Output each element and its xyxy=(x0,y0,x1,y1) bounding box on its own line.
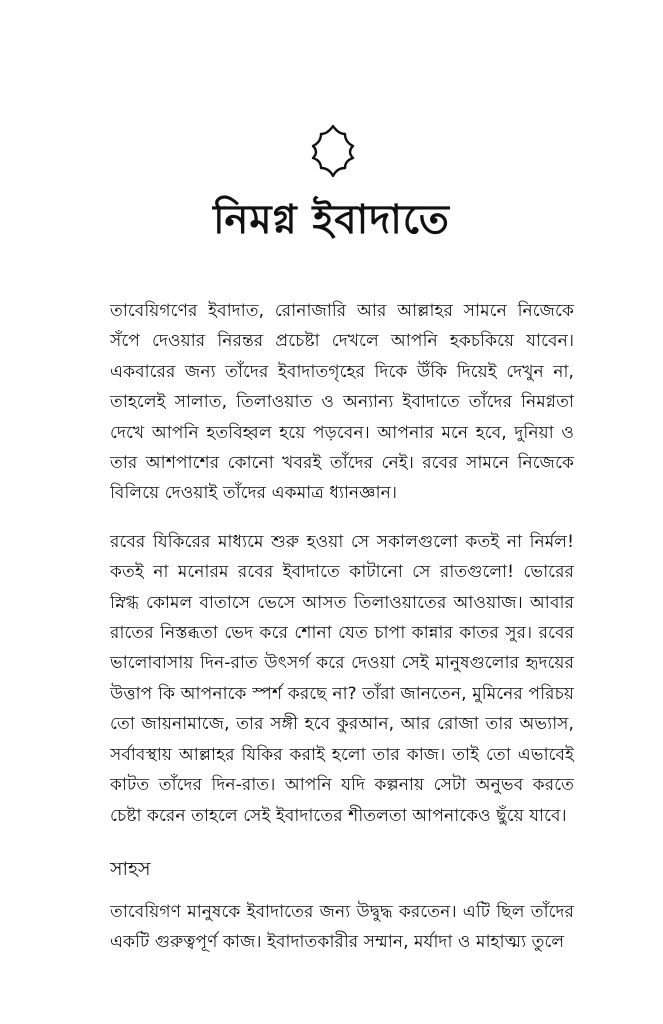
flower-ornament-icon xyxy=(305,122,361,178)
paragraph-1: তাবেয়িগণের ইবাদাত, রোনাজারি আর আল্লাহর সামনে নিজেকে সঁপে দেওয়ার নিরন্তর প্রচেষ্টা দেখলে আপনি হকচকিয়ে যাবেন। একবারের জন্য তাঁদের ইবাদাতগৃহের দিকে উঁকি দিয়েই দেখুন না, তাহলেই সালাত, তিলাওয়াত ও অন্যান্য ইবাদাতে তাঁদের নিমগ্নতা দেখে আপনি হতবিহ্বল হয়ে পড়বেন। আপনার মনে হবে, দুনিয়া ও তার আশপাশের কোনো খবরই তাঁদের নেই। রবের সামনে নিজেকে বিলিয়ে দেওয়াই তাঁদের একমাত্র ধ্যানজ্ঞান। xyxy=(110,301,574,504)
paragraph-3: তাবেয়িগণ মানুষকে ইবাদাতের জন্য উদ্বুদ্ধ করতেন। এটি ছিল তাঁদের একটি গুরুত্বপূর্ণ কাজ। ইবাদাতকারীর সম্মান, মর্যাদা ও মাহাত্ম্য তুলে xyxy=(110,901,574,953)
paragraph-2: রবের যিকিরের মাধ্যমে শুরু হওয়া সে সকালগুলো কতই না নির্মল! কতই না মনোরম রবের ইবাদাতে কাটানো সে রাতগুলো! ভোরের স্নিগ্ধ কোমল বাতাসে ভেসে আসত তিলাওয়াতের আওয়াজ। আবার রাতের নিস্তব্ধতা ভেদ করে শোনা যেত চাপা কান্নার কাতর সুর। রবের ভালোবাসায় দিন-রাত উৎসর্গ করে দেওয়া সেই মানুষগুলোর হৃদয়ের উত্তাপ কি আপনাকে স্পর্শ করছে না? তাঁরা জানতেন, মুমিনের পরিচয় তো জায়নামাজে, তার সঙ্গী হবে কুরআন, আর রোজা তার অভ্যাস, সর্বাবস্থায় আল্লাহর যিকির করাই হলো তার কাজ। তাই তো এভাবেই কাটত তাঁদের দিন-রাত। আপনি যদি কল্পনায় সেটা অনুভব করতে চেষ্টা করেন তাহলে সেই ইবাদাতের শীতলতা আপনাকেও ছুঁয়ে যাবে। xyxy=(110,531,574,826)
chapter-title: নিমগ্ন ইবাদাতে xyxy=(213,197,450,243)
chapter-body xyxy=(110,296,574,976)
section-subheading: সাহস xyxy=(110,857,151,880)
